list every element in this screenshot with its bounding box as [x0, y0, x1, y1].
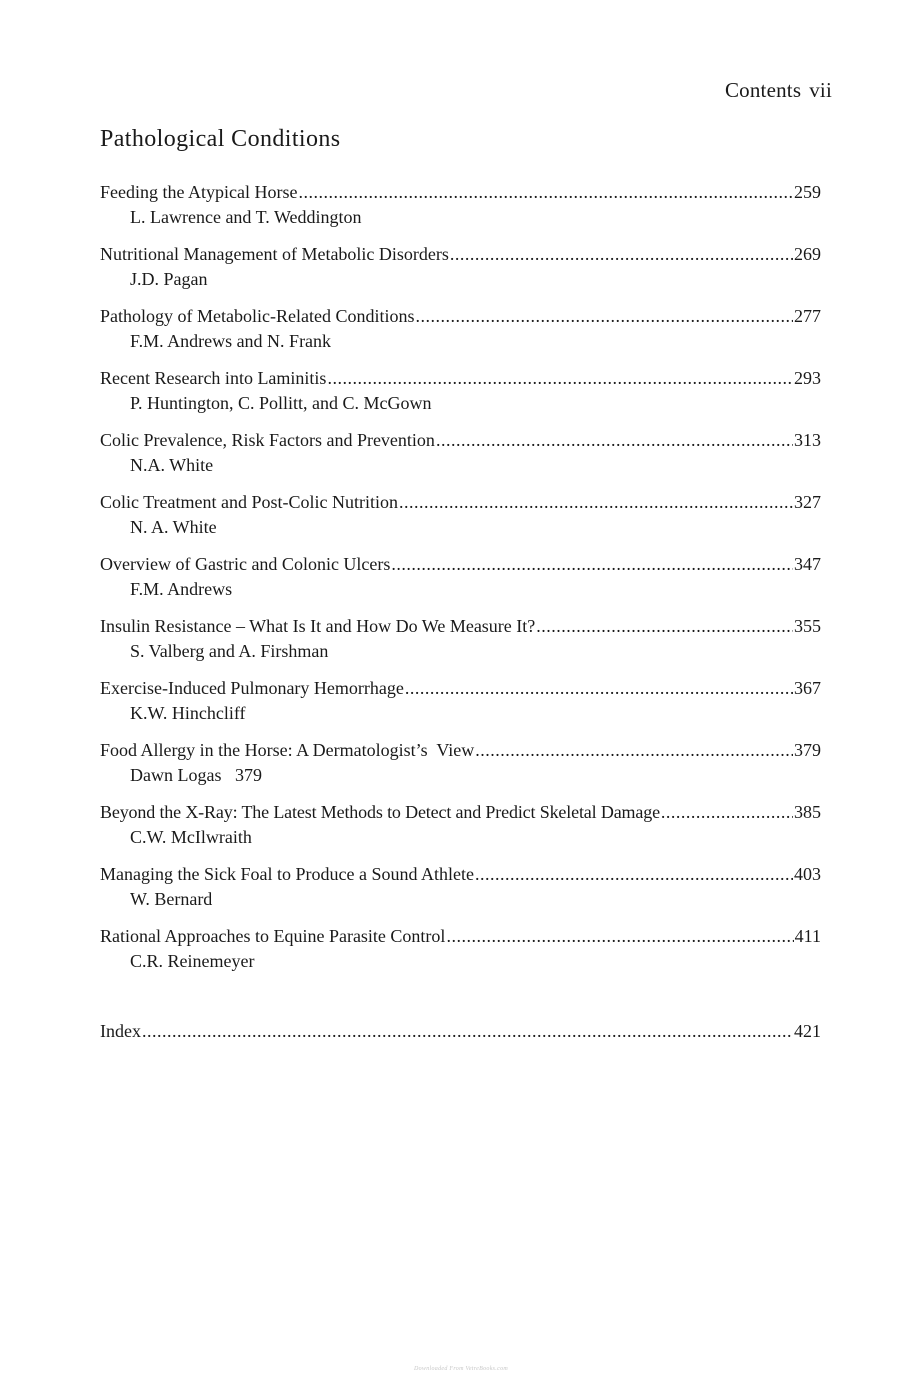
toc-entry-page[interactable]: 367: [794, 678, 821, 698]
toc-entry-title[interactable]: Insulin Resistance – What Is It and How Do We Measure It?: [100, 616, 536, 636]
toc-entry-title[interactable]: Managing the Sick Foal to Produce a Sound Athlete: [100, 864, 474, 884]
page-number: vii: [809, 78, 832, 102]
index-entry: [100, 1019, 821, 1044]
index-title[interactable]: Index: [100, 1021, 141, 1041]
toc-entry-title[interactable]: Recent Research into Laminitis: [100, 368, 327, 388]
toc-entry-title[interactable]: Overview of Gastric and Colonic Ulcers: [100, 554, 391, 574]
dot-leader: [475, 738, 793, 763]
toc-entry-page[interactable]: 403: [794, 864, 821, 884]
toc-entry-authors: Dawn Logas 379: [130, 765, 262, 785]
toc-entry-authors: N. A. White: [130, 517, 217, 537]
toc-entry-title[interactable]: Feeding the Atypical Horse: [100, 182, 298, 202]
toc-entry-line: [100, 552, 821, 577]
toc-entry: [100, 614, 821, 676]
toc-entry-authors: W. Bernard: [130, 889, 213, 909]
toc-entry-authors: S. Valberg and A. Firshman: [130, 641, 329, 661]
toc-entry-title[interactable]: Exercise-Induced Pulmonary Hemorrhage: [100, 678, 404, 698]
toc-entry-title[interactable]: Food Allergy in the Horse: A Dermatologist’s View: [100, 740, 475, 760]
toc-entry: [100, 676, 821, 738]
toc-entry-line: [100, 800, 821, 825]
toc-entry-line: [100, 366, 821, 391]
toc-entry-line: [100, 614, 821, 639]
toc-entry: [100, 180, 821, 242]
toc-entry-authors: P. Huntington, C. Pollitt, and C. McGown: [130, 393, 432, 413]
toc-entry: [100, 862, 821, 924]
toc-entry: [100, 924, 821, 986]
toc-entry-page[interactable]: 411: [794, 926, 821, 946]
dot-leader: [536, 614, 793, 639]
toc-entry: [100, 490, 821, 552]
dot-leader: [391, 552, 793, 577]
toc-entry-line: [100, 676, 821, 701]
toc-entry-title[interactable]: Pathology of Metabolic-Related Conditions: [100, 306, 415, 326]
toc-entry: [100, 366, 821, 428]
toc-entry: [100, 552, 821, 614]
toc-entry-line: [100, 924, 821, 949]
toc-entry: [100, 242, 821, 304]
toc-entry-page[interactable]: 347: [794, 554, 821, 574]
toc-entry-page[interactable]: 293: [794, 368, 821, 388]
toc-entry-line: [100, 242, 821, 267]
dot-leader: [142, 1019, 793, 1044]
dot-leader: [450, 242, 793, 267]
toc-entry-page[interactable]: 277: [794, 306, 821, 326]
toc-entry-page[interactable]: 327: [794, 492, 821, 512]
dot-leader: [399, 490, 793, 515]
dot-leader: [436, 428, 793, 453]
toc-entry-authors: N.A. White: [130, 455, 214, 475]
toc-entry-authors: K.W. Hinchcliff: [130, 703, 246, 723]
dot-leader: [446, 924, 793, 949]
toc-entry-title[interactable]: Colic Treatment and Post-Colic Nutrition: [100, 492, 398, 512]
dot-leader: [298, 180, 793, 205]
toc-entry-page[interactable]: 259: [794, 182, 821, 202]
toc-entry: [100, 800, 821, 862]
toc-entry-authors: C.W. McIlwraith: [130, 827, 252, 847]
toc-entry-page[interactable]: 355: [794, 616, 821, 636]
toc-entry-page[interactable]: 379: [794, 740, 821, 760]
toc-entry-authors: F.M. Andrews: [130, 579, 233, 599]
toc-entry-line: [100, 738, 821, 763]
dot-leader: [415, 304, 793, 329]
download-watermark: Downloaded From VetreBooks.com: [413, 1366, 509, 1372]
toc-entry-page[interactable]: 313: [794, 430, 821, 450]
toc-entry-authors: C.R. Reinemeyer: [130, 951, 255, 971]
dot-leader: [405, 676, 793, 701]
toc-entry-authors: L. Lawrence and T. Weddington: [130, 207, 362, 227]
toc-entry-line: [100, 428, 821, 453]
dot-leader: [475, 862, 793, 887]
toc-entry-title[interactable]: Colic Prevalence, Risk Factors and Prevention: [100, 430, 435, 450]
toc-entry-line: [100, 304, 821, 329]
toc-entry-line: [100, 180, 821, 205]
index-page[interactable]: 421: [794, 1021, 821, 1041]
running-head: [725, 78, 832, 103]
toc-entry-page[interactable]: 385: [794, 802, 821, 822]
running-head-label: Contents: [724, 78, 802, 102]
section-title: Pathological Conditions: [100, 126, 341, 152]
toc-entry-page[interactable]: 269: [794, 244, 821, 264]
toc-entry-authors: J.D. Pagan: [130, 269, 208, 289]
toc-entry-line: [100, 862, 821, 887]
dot-leader: [661, 800, 793, 825]
dot-leader: [327, 366, 793, 391]
toc-entry-authors: F.M. Andrews and N. Frank: [130, 331, 332, 351]
toc-entry-title[interactable]: Rational Approaches to Equine Parasite Control: [100, 926, 446, 946]
toc-entry: [100, 304, 821, 366]
toc-entry: [100, 738, 821, 800]
toc-entry-title[interactable]: Nutritional Management of Metabolic Disorders: [100, 244, 449, 264]
toc-entry: [100, 428, 821, 490]
table-of-contents: [100, 180, 821, 986]
toc-entry-title[interactable]: Beyond the X-Ray: The Latest Methods to Detect and Predict Skeletal Damage: [100, 802, 660, 822]
index-entry-line: [100, 1019, 821, 1044]
toc-entry-line: [100, 490, 821, 515]
